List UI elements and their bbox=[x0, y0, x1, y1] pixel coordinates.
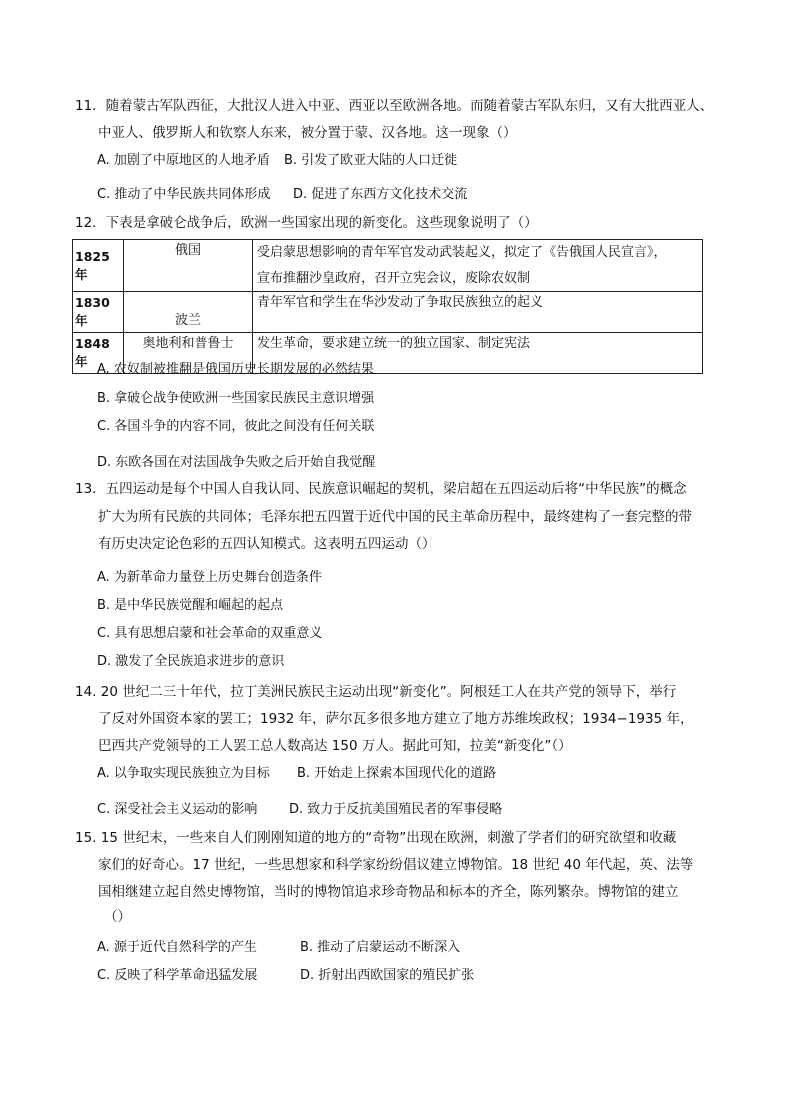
q15-stem-line4: （） bbox=[104, 909, 131, 925]
q14-stem-line3: 巴西共产党领导的工人罢工总人数高达 150 万人。据此可知，拉美“新变化”（） bbox=[98, 738, 572, 754]
q12-option-a: A. 农奴制被推翻是俄国历史长期发展的必然结果 bbox=[97, 362, 374, 377]
q15-option-c: C. 反映了科学革命迅猛发展 bbox=[97, 968, 258, 983]
q11-stem-line2: 中亚人、俄罗斯人和钦察人东来，被分置于蒙、汉各地。这一现象（） bbox=[98, 125, 517, 141]
q13-option-d: D. 激发了全民族追求进步的意识 bbox=[97, 654, 285, 669]
q13-stem-line2: 扩大为所有民族的共同体；毛泽东把五四置于近代中国的民主革命历程中，最终建构了一套完整的带 bbox=[98, 509, 692, 525]
table-row bbox=[73, 292, 703, 333]
q11-option-b: B. 引发了欧亚大陆的人口迁徙 bbox=[284, 153, 458, 168]
q15-stem-line2: 家们的好奇心。17 世纪，一些思想家和科学家纷纷倡议建立博物馆。18 世纪 40 年代起，英、法等 bbox=[98, 857, 694, 873]
q12-stem-line1: 12．下表是拿破仑战争后，欧洲一些国家出现的新变化。这些现象说明了（） bbox=[75, 215, 538, 231]
q14-stem-line1: 14. 20 世纪二三十年代，拉丁美洲民族民主运动出现“新变化”。阿根廷工人在共产党的领导下，举行 bbox=[75, 684, 677, 700]
q15-stem-line3: 国相继建立起自然史博物馆，当时的博物馆追求珍奇物品和标本的齐全，陈列繁杂。博物馆的建立 bbox=[98, 884, 679, 900]
q14-stem-line2: 了反对外国资本家的罢工；1932 年，萨尔瓦多很多地方建立了地方苏维埃政权；1934−1935 年， bbox=[98, 711, 694, 727]
q12-option-d: D. 东欧各国在对法国战争失败之后开始自我觉醒 bbox=[97, 455, 376, 470]
q14-option-c: C. 深受社会主义运动的影响 bbox=[97, 802, 258, 817]
q11-option-d: D. 促进了东西方文化技术交流 bbox=[293, 187, 468, 202]
event-text-line1: 受启蒙思想影响的青年军官发动武装起义，拟定了《告俄国人民宣言》， bbox=[257, 244, 667, 260]
event-text-line2: 宣布推翻沙皇政府，召开立宪会议，废除农奴制 bbox=[257, 270, 531, 286]
q11-option-a: A. 加剧了中原地区的人地矛盾 bbox=[97, 153, 270, 168]
q12-option-c: C. 各国斗争的内容不同，彼此之间没有任何关联 bbox=[97, 419, 375, 434]
q13-option-a: A. 为新革命力量登上历史舞台创造条件 bbox=[97, 570, 322, 585]
q15-stem-line1: 15. 15 世纪末，一些来自人们刚刚知道的地方的“奇物”出现在欧洲，刺激了学者们的研究欲望和收藏 bbox=[75, 830, 677, 846]
table-cell-country: 波兰 bbox=[124, 292, 253, 333]
q13-stem-line3: 有历史决定论色彩的五四认知模式。这表明五四运动（） bbox=[98, 536, 436, 552]
history-table bbox=[72, 239, 703, 374]
q15-option-b: B. 推动了启蒙运动不断深入 bbox=[300, 940, 461, 955]
table-cell-year: 1825 年 bbox=[73, 240, 124, 292]
q14-option-b: B. 开始走上探索本国现代化的道路 bbox=[297, 766, 497, 781]
q13-option-b: B. 是中华民族觉醒和崛起的起点 bbox=[97, 598, 284, 613]
q11-stem-line1: 11．随着蒙古军队西征，大批汉人进入中亚、西亚以至欧洲各地。而随着蒙古军队东归，又有大批西亚人、 bbox=[75, 98, 714, 114]
table-row bbox=[73, 240, 703, 292]
table-cell-event bbox=[253, 240, 703, 292]
table-cell-event: 发生革命，要求建立统一的独立国家、制定宪法 bbox=[253, 333, 703, 374]
table-cell-year: 1830 年 bbox=[73, 292, 124, 333]
table-cell-year: 1848 年 bbox=[73, 333, 124, 374]
q11-option-c: C. 推动了中华民族共同体形成 bbox=[97, 187, 271, 202]
table-cell-country: 俄国 bbox=[124, 240, 253, 292]
table-cell-event: 青年军官和学生在华沙发动了争取民族独立的起义 bbox=[253, 292, 703, 333]
q15-option-a: A. 源于近代自然科学的产生 bbox=[97, 940, 257, 955]
q13-option-c: C. 具有思想启蒙和社会革命的双重意义 bbox=[97, 626, 323, 641]
q14-option-d: D. 致力于反抗美国殖民者的军事侵略 bbox=[289, 802, 503, 817]
q14-option-a: A. 以争取实现民族独立为目标 bbox=[97, 766, 270, 781]
q15-option-d: D. 折射出西欧国家的殖民扩张 bbox=[300, 968, 475, 983]
q13-stem-line1: 13．五四运动是每个中国人自我认同、民族意识崛起的契机，梁启超在五四运动后将“中华民族”的概念 bbox=[75, 481, 687, 497]
q12-option-b: B. 拿破仑战争使欧洲一些国家民族民主意识增强 bbox=[97, 391, 375, 406]
table-cell-country: 奥地利和普鲁士 bbox=[124, 333, 253, 374]
